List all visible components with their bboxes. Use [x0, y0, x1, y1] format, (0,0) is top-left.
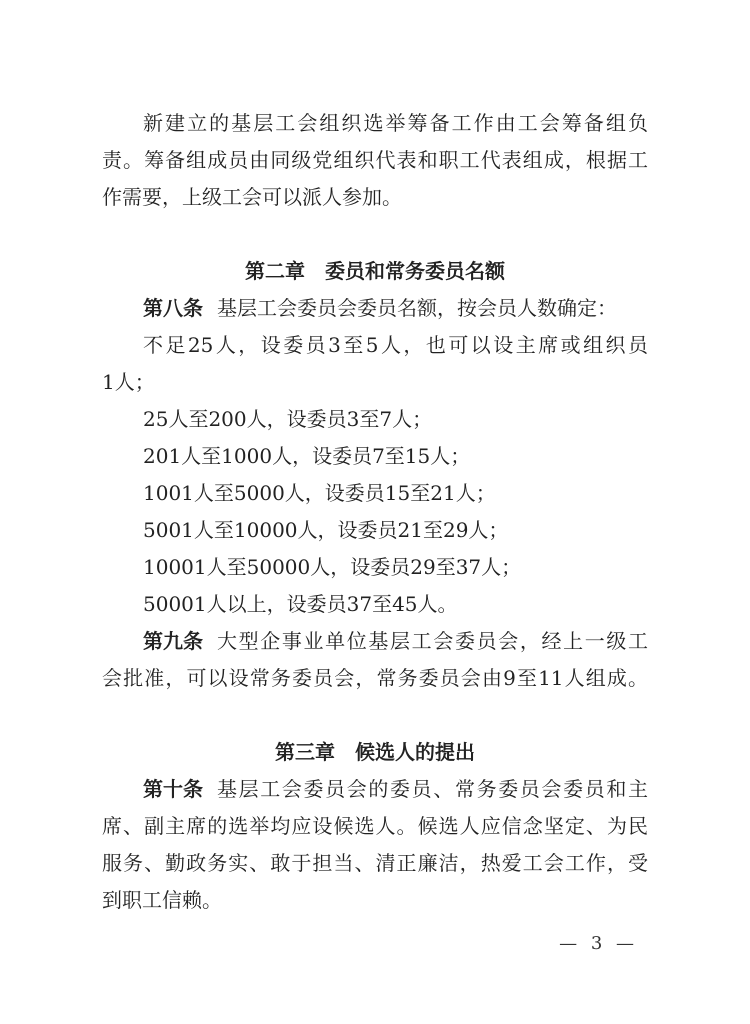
article-8	[102, 290, 648, 327]
paragraph-line: 作需要，上级工会可以派人参加。	[102, 185, 402, 209]
article-10	[102, 771, 648, 808]
article-text: 基层工会委员会委员名额，按会员人数确定：	[217, 296, 617, 320]
list-item: 50001人以上，设委员37至45人。	[143, 592, 458, 616]
chapter-heading: 第三章 候选人的提出	[275, 740, 475, 764]
list-item: 25人至200人，设委员3至7人；	[143, 407, 433, 431]
list-item: 10001人至50000人，设委员29至37人；	[143, 555, 522, 579]
article-label: 第八条	[143, 296, 203, 320]
paragraph-line: 服务、勤政务实、敢于担当、清正廉洁，热爱工会工作，受	[102, 851, 648, 875]
article-9	[102, 623, 648, 660]
page-number: — 3 —	[559, 933, 638, 954]
paragraph-line: 会批准，可以设常务委员会，常务委员会由9至11人组成。	[102, 666, 648, 690]
chapter-heading: 第二章 委员和常务委员名额	[245, 259, 505, 283]
article-label: 第九条	[143, 629, 203, 653]
list-item: 1001人至5000人，设委员15至21人；	[143, 481, 496, 505]
paragraph-line: 责。筹备组成员由同级党组织代表和职工代表组成，根据工	[102, 148, 648, 172]
article-text: 大型企事业单位基层工会委员会，经上一级工	[217, 629, 648, 653]
paragraph-line: 席、副主席的选举均应设候选人。候选人应信念坚定、为民	[102, 814, 648, 838]
list-item: 不足25人，设委员3至5人，也可以设主席或组织员	[143, 333, 648, 357]
paragraph-line: 新建立的基层工会组织选举筹备工作由工会筹备组负	[143, 111, 648, 135]
article-label: 第十条	[143, 777, 203, 801]
list-item: 1人；	[102, 370, 155, 394]
paragraph-line: 到职工信赖。	[102, 888, 222, 912]
list-item: 201人至1000人，设委员7至15人；	[143, 444, 471, 468]
article-text: 基层工会委员会的委员、常务委员会委员和主	[217, 777, 648, 801]
list-item: 5001人至10000人，设委员21至29人；	[143, 518, 509, 542]
